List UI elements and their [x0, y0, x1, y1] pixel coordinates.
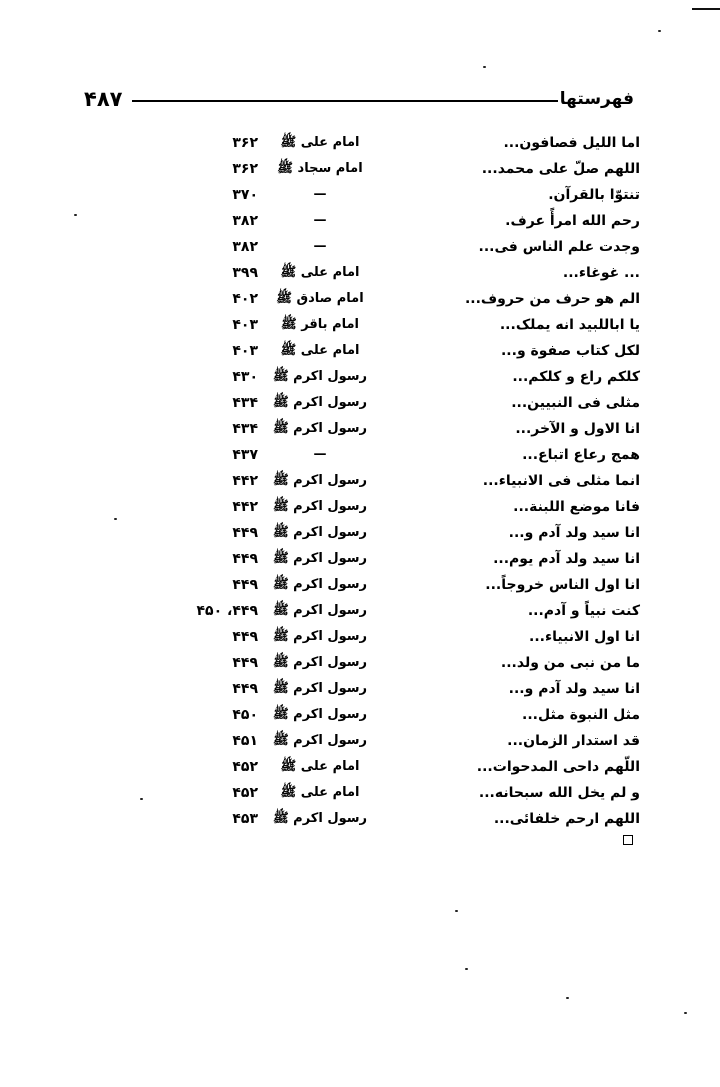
hadith-phrase: رحم الله امرأً عرف. [505, 213, 640, 229]
index-row [180, 286, 640, 312]
index-row [180, 520, 640, 546]
speaker: امام علی ﷺ [280, 135, 360, 150]
speaker: رسول اکرم ﷺ [272, 369, 368, 384]
scan-speck [658, 30, 661, 32]
index-row [180, 624, 640, 650]
speaker: امام علی ﷺ [280, 785, 360, 800]
page-reference: ۴۴۹ [232, 525, 258, 541]
page-reference: ۴۵۲ [232, 759, 258, 775]
running-title: فهرستها [559, 89, 634, 109]
page-reference: ۴۴۲ [232, 499, 258, 515]
page-reference: ۴۳۷ [232, 447, 258, 463]
hadith-phrase: فانا موضع اللبنة... [513, 499, 640, 515]
corner-mark [692, 8, 720, 10]
speaker: — [313, 239, 327, 254]
page-reference: ۴۰۲ [232, 291, 258, 307]
header-rule [132, 100, 558, 102]
speaker: رسول اکرم ﷺ [272, 551, 368, 566]
index-row [180, 416, 640, 442]
page-reference: ۴۵۲ [232, 785, 258, 801]
index-row [180, 364, 640, 390]
speaker: امام صادق ﷺ [276, 291, 364, 306]
hadith-phrase: انما مثلی فی الانبیاء... [482, 473, 640, 489]
speaker: رسول اکرم ﷺ [272, 707, 368, 722]
index-row [180, 390, 640, 416]
page-reference: ۴۴۹، ۴۵۰ [196, 603, 258, 619]
hadith-phrase: انا سید ولد آدم و... [508, 525, 640, 541]
hadith-phrase: همج رعاع اتباع... [522, 447, 640, 463]
hadith-phrase: انا اول الناس خروجاً... [485, 577, 640, 593]
hadith-phrase: کلکم راع و کلکم... [512, 369, 640, 385]
index-row [180, 754, 640, 780]
speaker: رسول اکرم ﷺ [272, 629, 368, 644]
page-reference: ۴۰۳ [232, 317, 258, 333]
index-row [180, 468, 640, 494]
index-row [180, 780, 640, 806]
page-reference: ۴۴۹ [232, 681, 258, 697]
page-reference: ۳۷۰ [232, 187, 258, 203]
speaker: امام علی ﷺ [280, 343, 360, 358]
hadith-phrase: اللهم ارحم خلفائی... [493, 811, 640, 827]
page-reference: ۴۴۹ [232, 655, 258, 671]
hadith-phrase: لکل کتاب صفوة و... [500, 343, 640, 359]
scan-speck [684, 1012, 687, 1014]
index-row [180, 728, 640, 754]
index-row [180, 676, 640, 702]
hadith-phrase: انا سید ولد آدم و... [508, 681, 640, 697]
speaker: رسول اکرم ﷺ [272, 681, 368, 696]
page-reference: ۴۴۲ [232, 473, 258, 489]
index-row [180, 442, 640, 468]
index-row [180, 156, 640, 182]
hadith-phrase: و لم یخل الله سبحانه... [478, 785, 640, 801]
page-reference: ۳۸۲ [232, 213, 258, 229]
hadith-phrase: انا سید ولد آدم یوم... [493, 551, 640, 567]
speaker: رسول اکرم ﷺ [272, 395, 368, 410]
hadith-phrase: الم هو حرف من حروف... [464, 291, 640, 307]
page-reference: ۴۵۳ [232, 811, 258, 827]
speaker: رسول اکرم ﷺ [272, 733, 368, 748]
hadith-phrase: ما من نبی من ولد... [500, 655, 640, 671]
speaker: — [313, 213, 327, 228]
index-row [180, 806, 640, 832]
scan-speck [465, 968, 468, 970]
hadith-phrase: کنت نبیاً و آدم... [527, 603, 640, 619]
hadith-phrase: مثلی فی النبیین... [511, 395, 640, 411]
page-reference: ۴۰۳ [232, 343, 258, 359]
scan-speck [140, 798, 143, 800]
speaker: رسول اکرم ﷺ [272, 525, 368, 540]
speaker: — [313, 447, 327, 462]
hadith-phrase: انا اول الانبیاء... [529, 629, 640, 645]
speaker: رسول اکرم ﷺ [272, 473, 368, 488]
hadith-phrase: تنتوّا بالقرآن. [548, 187, 640, 203]
index-row [180, 494, 640, 520]
end-of-section-square [623, 835, 633, 845]
page-header [84, 86, 634, 114]
index-row [180, 234, 640, 260]
scan-speck [114, 518, 117, 520]
index-row [180, 598, 640, 624]
hadith-phrase: یا اباللبید انه یملک... [499, 317, 640, 333]
index-row [180, 208, 640, 234]
scan-speck [566, 997, 569, 999]
page-reference: ۳۶۲ [232, 135, 258, 151]
page-reference: ۳۶۲ [232, 161, 258, 177]
page-reference: ۴۵۱ [232, 733, 258, 749]
page-reference: ۴۳۴ [232, 395, 258, 411]
index-row [180, 650, 640, 676]
page-reference: ۴۳۰ [232, 369, 258, 385]
scan-speck [483, 66, 486, 68]
index-row [180, 572, 640, 598]
speaker: امام علی ﷺ [280, 759, 360, 774]
hadith-phrase: اما اللیل فصافون... [503, 135, 640, 151]
index-row [180, 130, 640, 156]
page-reference: ۳۸۲ [232, 239, 258, 255]
index-row [180, 702, 640, 728]
speaker: رسول اکرم ﷺ [272, 577, 368, 592]
hadith-phrase: اللّهم داحی المدحوات... [476, 759, 640, 775]
hadith-phrase: قد استدار الزمان... [507, 733, 640, 749]
speaker: — [313, 187, 327, 202]
speaker: امام سجاد ﷺ [277, 161, 363, 176]
index-row [180, 260, 640, 286]
speaker: رسول اکرم ﷺ [272, 499, 368, 514]
page-reference: ۴۳۴ [232, 421, 258, 437]
scan-speck [455, 910, 458, 912]
page-number: ۴۸۷ [84, 87, 123, 111]
hadith-phrase: انا الاول و الآخر... [515, 421, 640, 437]
speaker: رسول اکرم ﷺ [272, 655, 368, 670]
scan-speck [74, 214, 77, 216]
speaker: رسول اکرم ﷺ [272, 811, 368, 826]
hadith-phrase: مثل النبوة مثل... [522, 707, 640, 723]
speaker: امام باقر ﷺ [280, 317, 360, 332]
page-reference: ۴۵۰ [232, 707, 258, 723]
speaker: امام علی ﷺ [280, 265, 360, 280]
hadith-phrase: اللهم صلّ علی محمد... [481, 161, 640, 177]
page-reference: ۴۴۹ [232, 629, 258, 645]
index-row [180, 312, 640, 338]
speaker: رسول اکرم ﷺ [272, 421, 368, 436]
index-table [180, 130, 640, 832]
index-row [180, 182, 640, 208]
hadith-phrase: وجدت علم الناس فی... [478, 239, 640, 255]
index-row [180, 338, 640, 364]
hadith-phrase: ... غوغاء... [562, 265, 640, 281]
page-reference: ۳۹۹ [232, 265, 258, 281]
page-reference: ۴۴۹ [232, 577, 258, 593]
page-reference: ۴۴۹ [232, 551, 258, 567]
speaker: رسول اکرم ﷺ [272, 603, 368, 618]
index-row [180, 546, 640, 572]
